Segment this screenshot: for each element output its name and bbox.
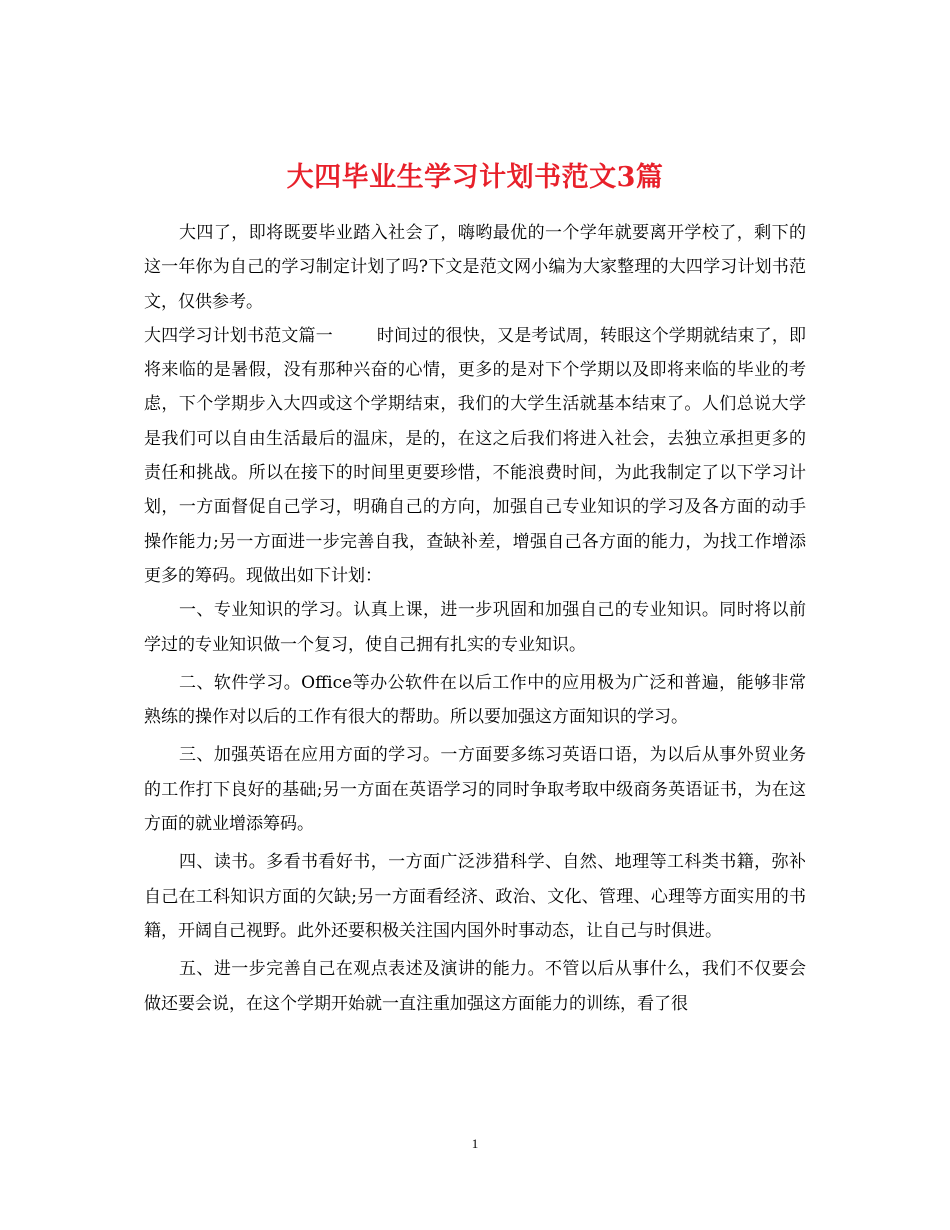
plan-item-3: 三、加强英语在应用方面的学习。一方面要多练习英语口语，为以后从事外贸业务的工作打下良好的基础;另一方面在英语学习的同时争取考取中级商务英语证书，为在这方面的就业增添筹码。	[144, 745, 806, 835]
document-title: 大四毕业生学习计划书范文3篇	[286, 162, 664, 194]
section-one-paragraph	[144, 319, 806, 593]
intro-paragraph: 大四了，即将既要毕业踏入社会了，嗨哟最优的一个学年就要离开学校了，剩下的这一年你为自己的学习制定计划了吗?下文是范文网小编为大家整理的大四学习计划书范文，仅供参考。	[144, 223, 806, 312]
page-number: 1	[471, 1136, 479, 1151]
plan-item-4: 四、读书。多看书看好书，一方面广泛涉猎科学、自然、地理等工科类书籍，弥补自己在工科知识方面的欠缺;另一方面看经济、政治、文化、管理、心理等方面实用的书籍，开阔自己视野。此外还要积极关注国内国外时事动态，让自己与时俱进。	[144, 852, 806, 941]
document-body	[144, 216, 806, 1021]
section-intro-text: 时间过的很快，又是考试周，转眼这个学期就结束了，即将来临的是暑假，没有那种兴奋的心情，更多的是对下个学期以及即将来临的毕业的考虑，下个学期步入大四或这个学期结束，我们的大学生活就基本结束了。人们总说大学是我们可以自由生活最后的温床，是的，在这之后我们将进入社会，去独立承担更多的责任和挑战。所以在接下的时间里更要珍惜，不能浪费时间，为此我制定了以下学习计划，一方面督促自己学习，明确自己的方向，加强自己专业知识的学习及各方面的动手操作能力;另一方面进一步完善自我，查缺补差，增强自己各方面的能力，为找工作增添更多的筹码。现做出如下计划：	[144, 325, 807, 586]
plan-item-5: 五、进一步完善自己在观点表述及演讲的能力。不管以后从事什么，我们不仅要会做还要会说，在这个学期开始就一直注重加强这方面能力的训练，看了很	[144, 959, 806, 1014]
plan-item-1: 一、专业知识的学习。认真上课，进一步巩固和加强自己的专业知识。同时将以前学过的专业知识做一个复习，使自己拥有扎实的专业知识。	[144, 600, 806, 655]
plan-item-2: 二、软件学习。Office等办公软件在以后工作中的应用极为广泛和普遍，能够非常熟练的操作对以后的工作有很大的帮助。所以要加强这方面知识的学习。	[144, 672, 806, 728]
section-label: 大四学习计划书范文篇一	[144, 325, 333, 346]
